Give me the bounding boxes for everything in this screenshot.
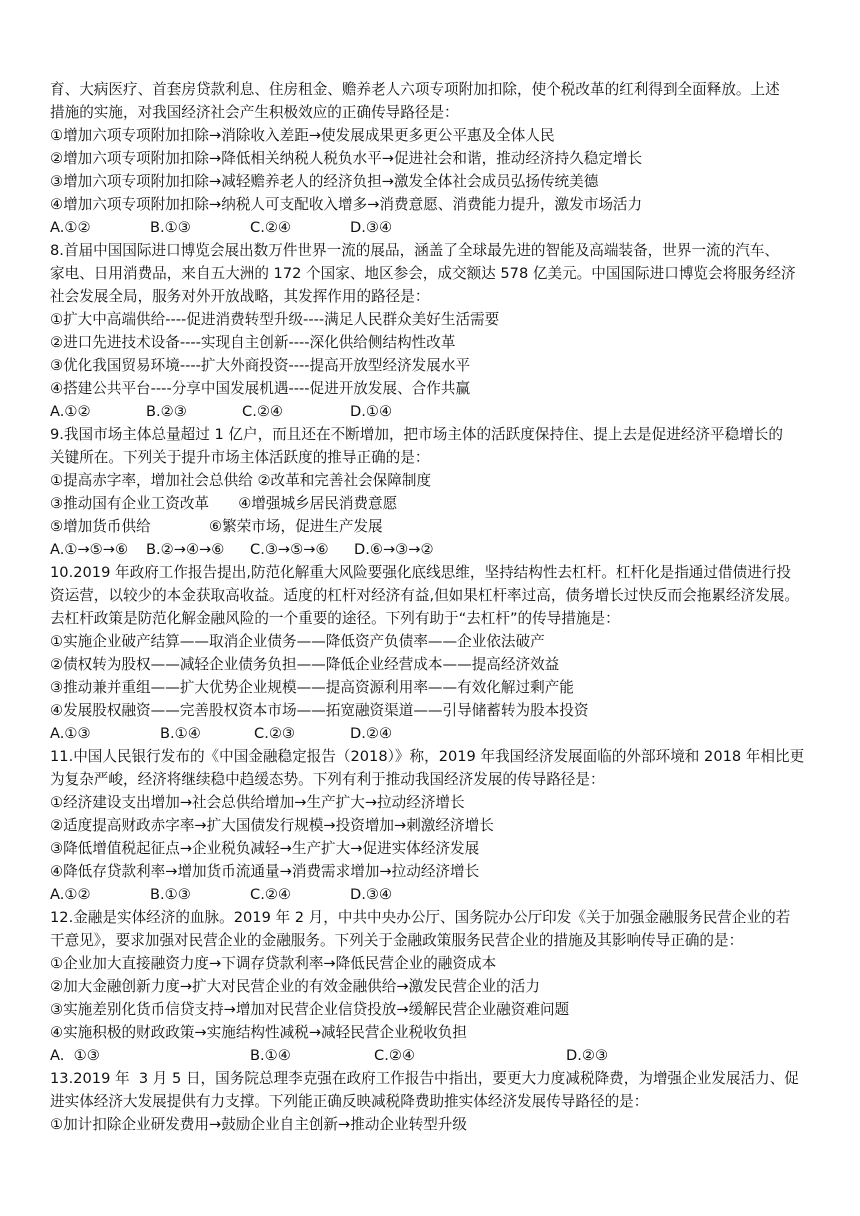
question-8 <box>50 239 812 423</box>
text-line: 10.2019 年政府工作报告提出,防范化解重大风险要强化底线思维，坚持结构性去杠杆。杠杆化是指通过借债进行投 <box>50 564 791 581</box>
option-a: A. ①③ <box>50 1047 100 1064</box>
text-line: ②增加六项专项附加扣除→降低相关纳税人税负水平→促进社会和谐，推动经济持久稳定增长 <box>50 150 643 167</box>
option-d: D.②④ <box>350 725 393 742</box>
question-12 <box>50 906 812 1067</box>
answer-options <box>50 400 812 423</box>
question-13 <box>50 1067 812 1136</box>
option-c: C.②④ <box>250 886 291 903</box>
option-b: B.①③ <box>150 886 191 903</box>
text-line: ①增加六项专项附加扣除→消除收入差距→使发展成果更多更公平惠及全体人民 <box>50 127 555 144</box>
answer-options <box>50 722 812 745</box>
text-line: 为复杂严峻，经济将继续稳中趋缓态势。下列有利于推动我国经济发展的传导路径是： <box>50 771 605 788</box>
option-c: C.②③ <box>254 725 295 742</box>
option-a: A.①② <box>50 886 91 903</box>
text-line: ③优化我国贸易环境----扩大外商投资----提高开放型经济发展水平 <box>50 357 471 374</box>
text-line: ④实施积极的财政政策→实施结构性减税→减轻民营企业税收负担 <box>50 1024 467 1041</box>
option-c: C.②④ <box>374 1047 415 1064</box>
answer-options <box>50 1044 812 1067</box>
text-line: ④发展股权融资——完善股权资本市场——拓宽融资渠道——引导储蓄转为股本投资 <box>50 702 589 719</box>
option-c: C.②④ <box>250 219 291 236</box>
option-c: C.③→⑤→⑥ <box>250 541 329 558</box>
text-line: ③推动国有企业工资改革 ④增强城乡居民消费意愿 <box>50 495 398 512</box>
answer-options <box>50 538 812 561</box>
text-line: ②加大金融创新力度→扩大对民营企业的有效金融供给→激发民营企业的活力 <box>50 978 540 995</box>
option-b: B.①③ <box>150 219 191 236</box>
exam-page <box>50 78 812 1136</box>
text-line: ③推动兼并重组——扩大优势企业规模——提高资源利用率——有效化解过剩产能 <box>50 679 574 696</box>
text-line: ③增加六项专项附加扣除→减轻赡养老人的经济负担→激发全体社会成员弘扬传统美德 <box>50 173 599 190</box>
text-line: 干意见》，要求加强对民营企业的金融服务。下列关于金融政策服务民营企业的措施及其影响传导正确的是： <box>50 932 744 949</box>
text-line: ①扩大中高端供给----促进消费转型升级----满足人民群众美好生活需要 <box>50 311 500 328</box>
text-line: ④搭建公共平台----分享中国发展机遇----促进开放发展、合作共赢 <box>50 380 471 397</box>
text-line: 11.中国人民银行发布的《中国金融稳定报告（2018）》称，2019 年我国经济发展面临的外部环境和 2018 年相比更 <box>50 748 805 765</box>
text-line: ④降低存贷款利率→增加货币流通量→消费需求增加→拉动经济增长 <box>50 863 480 880</box>
option-a: A.①② <box>50 219 91 236</box>
question-10 <box>50 561 812 745</box>
question-11 <box>50 745 812 906</box>
text-line: ③实施差别化货币信贷支持→增加对民营企业信贷投放→缓解民营企业融资难问题 <box>50 1001 570 1018</box>
text-line: 13.2019 年 3 月 5 日，国务院总理李克强在政府工作报告中指出，要更大力度减税降费，为增强企业发展活力、促 <box>50 1070 799 1087</box>
option-a: A.①② <box>50 403 91 420</box>
text-line: ①实施企业破产结算——取消企业债务——降低资产负债率——企业依法破产 <box>50 633 545 650</box>
text-line: 12.金融是实体经济的血脉。2019 年 2 月，中共中央办公厅、国务院办公厅印发《关于加强金融服务民营企业的若 <box>50 909 791 926</box>
option-d: D.①④ <box>350 403 393 420</box>
text-line: 家电、日用消费品，来自五大洲的 172 个国家、地区参会，成交额达 578 亿美元。中国国际进口博览会将服务经济 <box>50 265 796 282</box>
text-line: ⑤增加货币供给 ⑥繁荣市场，促进生产发展 <box>50 518 383 535</box>
text-line: ②债权转为股权——减轻企业债务负担——降低企业经营成本——提高经济效益 <box>50 656 560 673</box>
text-line: 措施的实施，对我国经济社会产生积极效应的正确传导路径是： <box>50 104 459 121</box>
option-d: D.③④ <box>350 886 393 903</box>
text-line: ①经济建设支出增加→社会总供给增加→生产扩大→拉动经济增长 <box>50 794 465 811</box>
question-9 <box>50 423 812 561</box>
option-b: B.②③ <box>146 403 187 420</box>
text-line: ②适度提高财政赤字率→扩大国债发行规模→投资增加→刺激经济增长 <box>50 817 494 834</box>
option-d: D.③④ <box>350 219 393 236</box>
option-b: B.②→④→⑥ <box>146 541 225 558</box>
option-d: D.⑥→③→② <box>354 541 434 558</box>
text-line: ③降低增值税起征点→企业税负减轻→生产扩大→促进实体经济发展 <box>50 840 480 857</box>
text-line: ①加计扣除企业研发费用→鼓励企业自主创新→推动企业转型升级 <box>50 1116 467 1133</box>
text-line: ①企业加大直接融资力度→下调存贷款利率→降低民营企业的融资成本 <box>50 955 497 972</box>
text-line: 8.首届中国国际进口博览会展出数万件世界一流的展品，涵盖了全球最先进的智能及高端装备，世界一流的汽车、 <box>50 242 780 259</box>
text-line: 9.我国市场主体总量超过 1 亿户，而且还在不断增加，把市场主体的活跃度保持住、提上去是促进经济平稳增长的 <box>50 426 783 443</box>
answer-options <box>50 216 812 239</box>
text-line: 关键所在。下列关于提升市场主体活跃度的推导正确的是： <box>50 449 430 466</box>
question-7 <box>50 78 812 239</box>
text-line: ④增加六项专项附加扣除→纳税人可支配收入增多→消费意愿、消费能力提升，激发市场活力 <box>50 196 643 213</box>
answer-options <box>50 883 812 906</box>
option-a: A.①③ <box>50 725 91 742</box>
option-c: C.②④ <box>242 403 283 420</box>
text-line: ①提高赤字率，增加社会总供给 ②改革和完善社会保障制度 <box>50 472 432 489</box>
text-line: 去杠杆政策是防范化解金融风险的一个重要的途径。下列有助于“去杠杆”的传导措施是： <box>50 610 620 627</box>
text-line: 进实体经济大发展提供有力支撑。下列能正确反映减税降费助推实体经济发展传导路径的是： <box>50 1093 649 1110</box>
option-d: D.②③ <box>566 1047 609 1064</box>
text-line: 社会发展全局，服务对外开放战略，其发挥作用的路径是： <box>50 288 430 305</box>
text-line: ②进口先进技术设备----实现自主创新----深化供给侧结构性改革 <box>50 334 456 351</box>
option-b: B.①④ <box>160 725 201 742</box>
option-a: A.①→⑤→⑥ <box>50 541 129 558</box>
option-b: B.①④ <box>250 1047 291 1064</box>
text-line: 育、大病医疗、首套房贷款利息、住房租金、赡养老人六项专项附加扣除，使个税改革的红利得到全面释放。上述 <box>50 81 780 98</box>
text-line: 资运营，以较少的本金获取高收益。适度的杠杆对经济有益,但如果杠杆率过高，债务增长过快反而会拖累经济发展。 <box>50 587 799 604</box>
